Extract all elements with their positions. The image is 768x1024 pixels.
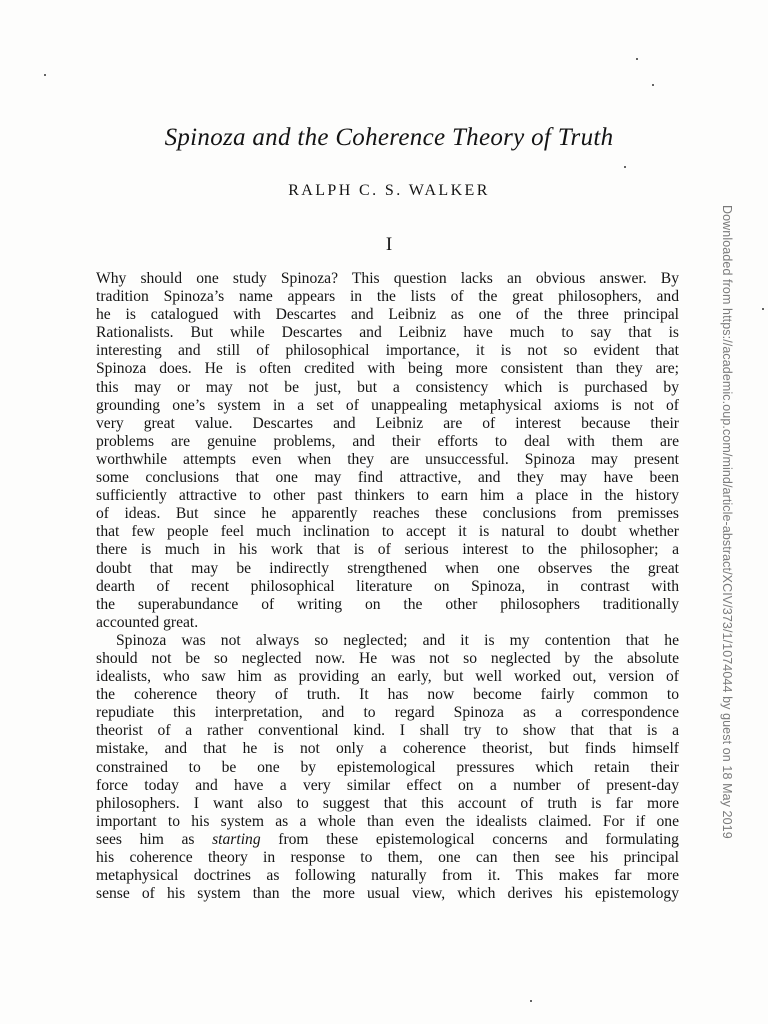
text-line: he is catalogued with Descartes and Leibniz as one of the three principal <box>96 306 679 324</box>
text-line: sufficiently attractive to other past thinkers to earn him a place in the history <box>96 487 679 505</box>
text-line: philosophers. I want also to suggest that this account of truth is far more <box>96 794 679 812</box>
text-fragment: sees him as <box>96 830 195 848</box>
text-line: Rationalists. But while Descartes and Leibniz have much to say that is <box>96 324 679 342</box>
text-line: Why should one study Spinoza? This question lacks an obvious answer. By <box>96 270 679 287</box>
paragraph-1 <box>96 270 679 632</box>
text-line: the coherence theory of truth. It has now become fairly common to <box>96 686 679 704</box>
article-title: Spinoza and the Coherence Theory of Truth <box>164 124 614 151</box>
text-line: idealists, who saw him as providing an early, but well worked out, version of <box>96 668 679 686</box>
text-line: very great value. Descartes and Leibniz are of interest because their <box>96 414 679 432</box>
text-line: that few people feel much inclination to accept it is natural to doubt whether <box>96 523 679 541</box>
text-line: there is much in his work that is of serious interest to the philosopher; a <box>96 541 679 559</box>
text-line <box>96 831 679 849</box>
scan-speck <box>530 1000 532 1002</box>
text-line: Spinoza was not always so neglected; and it is my contention that he <box>116 631 679 649</box>
text-line: grounding one’s system in a set of unappealing metaphysical axioms is not of <box>96 396 679 414</box>
article-author: RALPH C. S. WALKER <box>288 182 490 199</box>
scan-speck <box>636 58 638 60</box>
text-line: of ideas. But since he apparently reaches these conclusions from premisses <box>96 505 679 523</box>
text-line: sense of his system than the more usual view, which derives his epistemology <box>96 885 679 903</box>
text-line: theorist of a rather conventional kind. I shall try to show that that is a <box>96 722 679 740</box>
scan-speck <box>44 74 46 76</box>
text-line: tradition Spinoza’s name appears in the lists of the great philosophers, and <box>96 288 679 306</box>
text-line: interesting and still of philosophical importance, it is not so evident that <box>96 342 679 360</box>
text-line: accounted great. <box>96 613 199 631</box>
scan-speck <box>624 166 626 168</box>
text-line: repudiate this interpretation, and to regard Spinoza as a correspondence <box>96 704 679 722</box>
text-line: his coherence theory in response to them, one can then see his principal <box>96 849 679 866</box>
text-line: force today and have a very similar effect on a number of present-day <box>96 776 679 794</box>
text-line: some conclusions that one may find attractive, and they may have been <box>96 469 679 487</box>
text-line: worthwhile attempts even when they are unsuccessful. Spinoza may present <box>96 450 679 468</box>
text-line: constrained to be one by epistemological pressures which retain their <box>96 758 679 776</box>
text-line: Spinoza does. He is often credited with being more consistent than they are; <box>96 360 679 378</box>
scan-speck <box>762 308 764 310</box>
section-heading: I <box>385 234 393 255</box>
text-line: the superabundance of writing on the other philosophers traditionally <box>96 595 679 613</box>
scan-speck <box>652 84 654 86</box>
text-line: important to his system as a whole than even the idealists claimed. For if one <box>96 812 679 830</box>
text-line: metaphysical doctrines as following naturally from it. This makes far more <box>96 867 679 885</box>
text-line: should not be so neglected now. He was not so neglected by the absolute <box>96 649 679 667</box>
text-line: doubt that may be indirectly strengthened when one observes the great <box>96 559 679 577</box>
text-line: mistake, and that he is not only a coherence theorist, but finds himself <box>96 740 679 758</box>
text-line: dearth of recent philosophical literature on Spinoza, in contrast with <box>96 577 679 595</box>
emphasis-starting: starting <box>212 830 261 848</box>
article-body <box>96 270 679 903</box>
text-line: this may or may not be just, but a consistency which is purchased by <box>96 378 679 396</box>
text-line: problems are genuine problems, and their efforts to deal with them are <box>96 432 679 450</box>
download-watermark: Downloaded from https://academic.oup.com/mind/article-abstract/XCIV/373/1/1074044 by guest on 18 May 2019 <box>720 205 734 839</box>
paragraph-2 <box>96 632 679 903</box>
text-fragment: from these epistemological concerns and formulating <box>278 830 679 848</box>
